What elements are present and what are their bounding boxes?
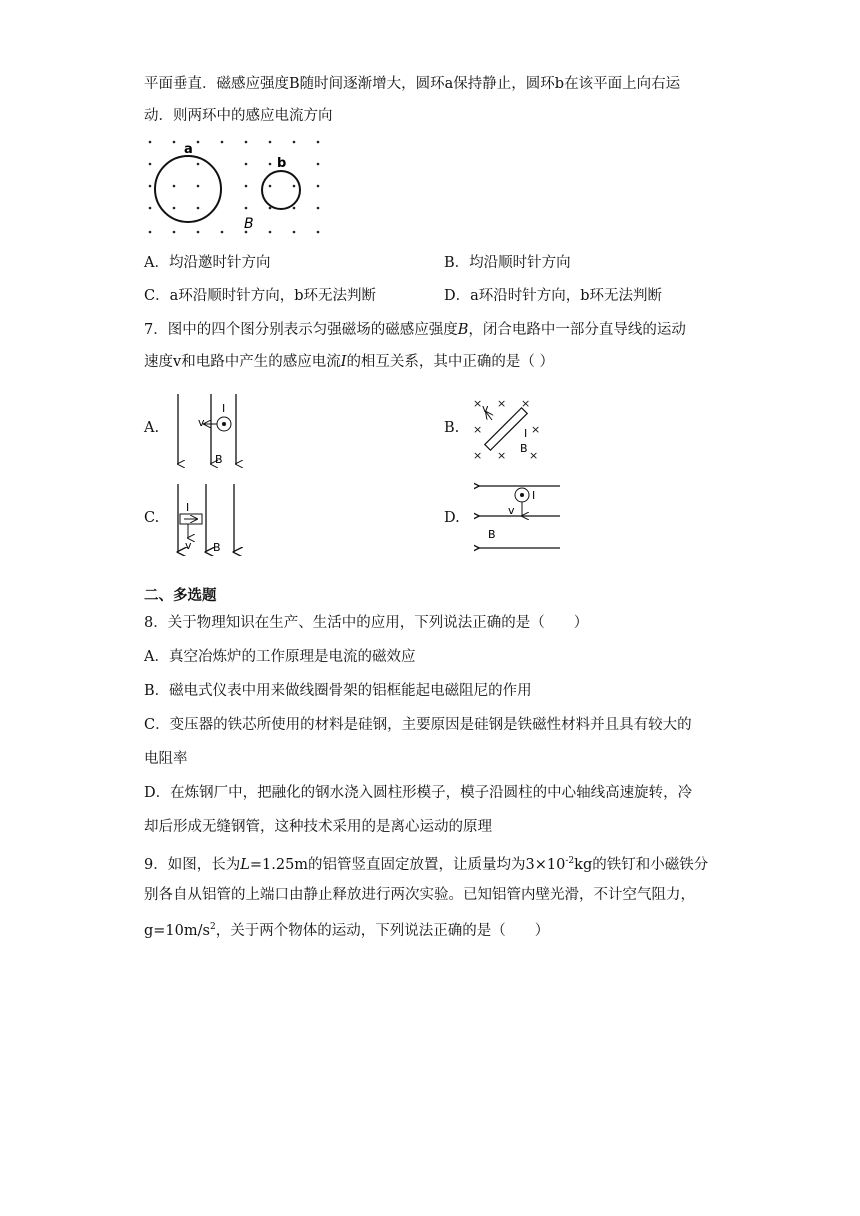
label-b: b xyxy=(277,156,287,171)
q7-figure-c xyxy=(168,482,248,556)
svg-text:B: B xyxy=(520,442,528,455)
q8-option-d-line1: D．在炼钢厂中，把融化的钢水浇入圆柱形模子，模子沿圆柱的中心轴线高速旋转，冷 xyxy=(144,785,693,801)
svg-text:×: × xyxy=(497,397,507,410)
svg-text:I: I xyxy=(532,489,536,502)
svg-text:I: I xyxy=(524,427,528,440)
svg-text:B: B xyxy=(213,541,221,554)
q7-figure-a xyxy=(168,392,248,468)
svg-text:×: × xyxy=(529,449,539,462)
svg-text:I: I xyxy=(186,501,190,514)
q6-option-a: A．均沿邀时针方向 xyxy=(144,255,271,271)
ring-a xyxy=(155,156,221,222)
q6-stem-line1: 平面垂直．磁感应强度B随时间逐渐增大，圆环a保持静止，圆环b在该平面上向右运 xyxy=(144,76,681,92)
q7-figure-b xyxy=(470,396,542,462)
q6-figure-rings xyxy=(144,136,324,240)
svg-text:B: B xyxy=(215,453,223,466)
q7-option-a-label: A. xyxy=(144,420,160,436)
q8-option-c-line1: C．变压器的铁芯所使用的材料是硅钢，主要原因是硅钢是铁磁性材料并且具有较大的 xyxy=(144,717,692,733)
svg-text:v: v xyxy=(185,539,192,552)
svg-text:v: v xyxy=(482,402,489,415)
q6-option-c: C．a环沿顺时针方向，b环无法判断 xyxy=(144,288,377,304)
q6-option-d: D．a环沿时针方向，b环无法判断 xyxy=(444,288,663,304)
q6-option-b: B．均沿顺时针方向 xyxy=(444,255,571,271)
svg-text:×: × xyxy=(521,397,531,410)
q8-option-a: A．真空冶炼炉的工作原理是电流的磁效应 xyxy=(144,649,416,665)
q8-option-c-line2: 电阻率 xyxy=(144,751,188,767)
q7-figure-d xyxy=(474,478,566,554)
q8-stem: 8．关于物理知识在生产、生活中的应用，下列说法正确的是（ ） xyxy=(144,615,589,631)
svg-text:×: × xyxy=(473,397,483,410)
svg-text:I: I xyxy=(222,402,226,415)
q7-stem-line1: 7．图中的四个图分别表示匀强磁场的磁感应强度B，闭合电路中一部分直导线的运动 xyxy=(144,322,686,338)
svg-text:v: v xyxy=(198,416,205,429)
svg-text:×: × xyxy=(473,423,483,436)
svg-text:B: B xyxy=(488,528,496,541)
q7-option-d-label: D. xyxy=(444,510,460,526)
svg-text:×: × xyxy=(531,423,541,436)
q9-stem-line2: 别各自从铝管的上端口由静止释放进行两次实验。已知铝管内壁光滑，不计空气阻力， xyxy=(144,887,695,903)
q9-stem-line1: 9．如图，长为L=1.25m的铝管竖直固定放置，让质量均为$3\times 10^{-2}kg$的铁钉和小磁铁分 xyxy=(144,856,709,873)
q8-option-d-line2: 却后形成无缝钢管，这种技术采用的是离心运动的原理 xyxy=(144,819,492,835)
q7-stem-line2: 速度v和电路中产生的感应电流I的相互关系，其中正确的是（ ） xyxy=(144,354,555,370)
label-B: B xyxy=(244,216,254,232)
label-a: a xyxy=(184,142,193,157)
q9-stem-line3: $g=10m/s^2$，关于两个物体的运动，下列说法正确的是（ ） xyxy=(144,922,550,939)
q6-stem-line2: 动．则两环中的感应电流方向 xyxy=(144,108,333,124)
ring-b xyxy=(262,171,300,209)
q7-option-c-label: C. xyxy=(144,510,160,526)
svg-text:×: × xyxy=(497,449,507,462)
q7-option-b-label: B. xyxy=(444,420,460,436)
section-title: 二、多选题 xyxy=(144,587,217,604)
svg-text:v: v xyxy=(508,504,515,517)
q8-option-b: B．磁电式仪表中用来做线圈骨架的铝框能起电磁阻尼的作用 xyxy=(144,683,532,699)
svg-text:×: × xyxy=(473,449,483,462)
